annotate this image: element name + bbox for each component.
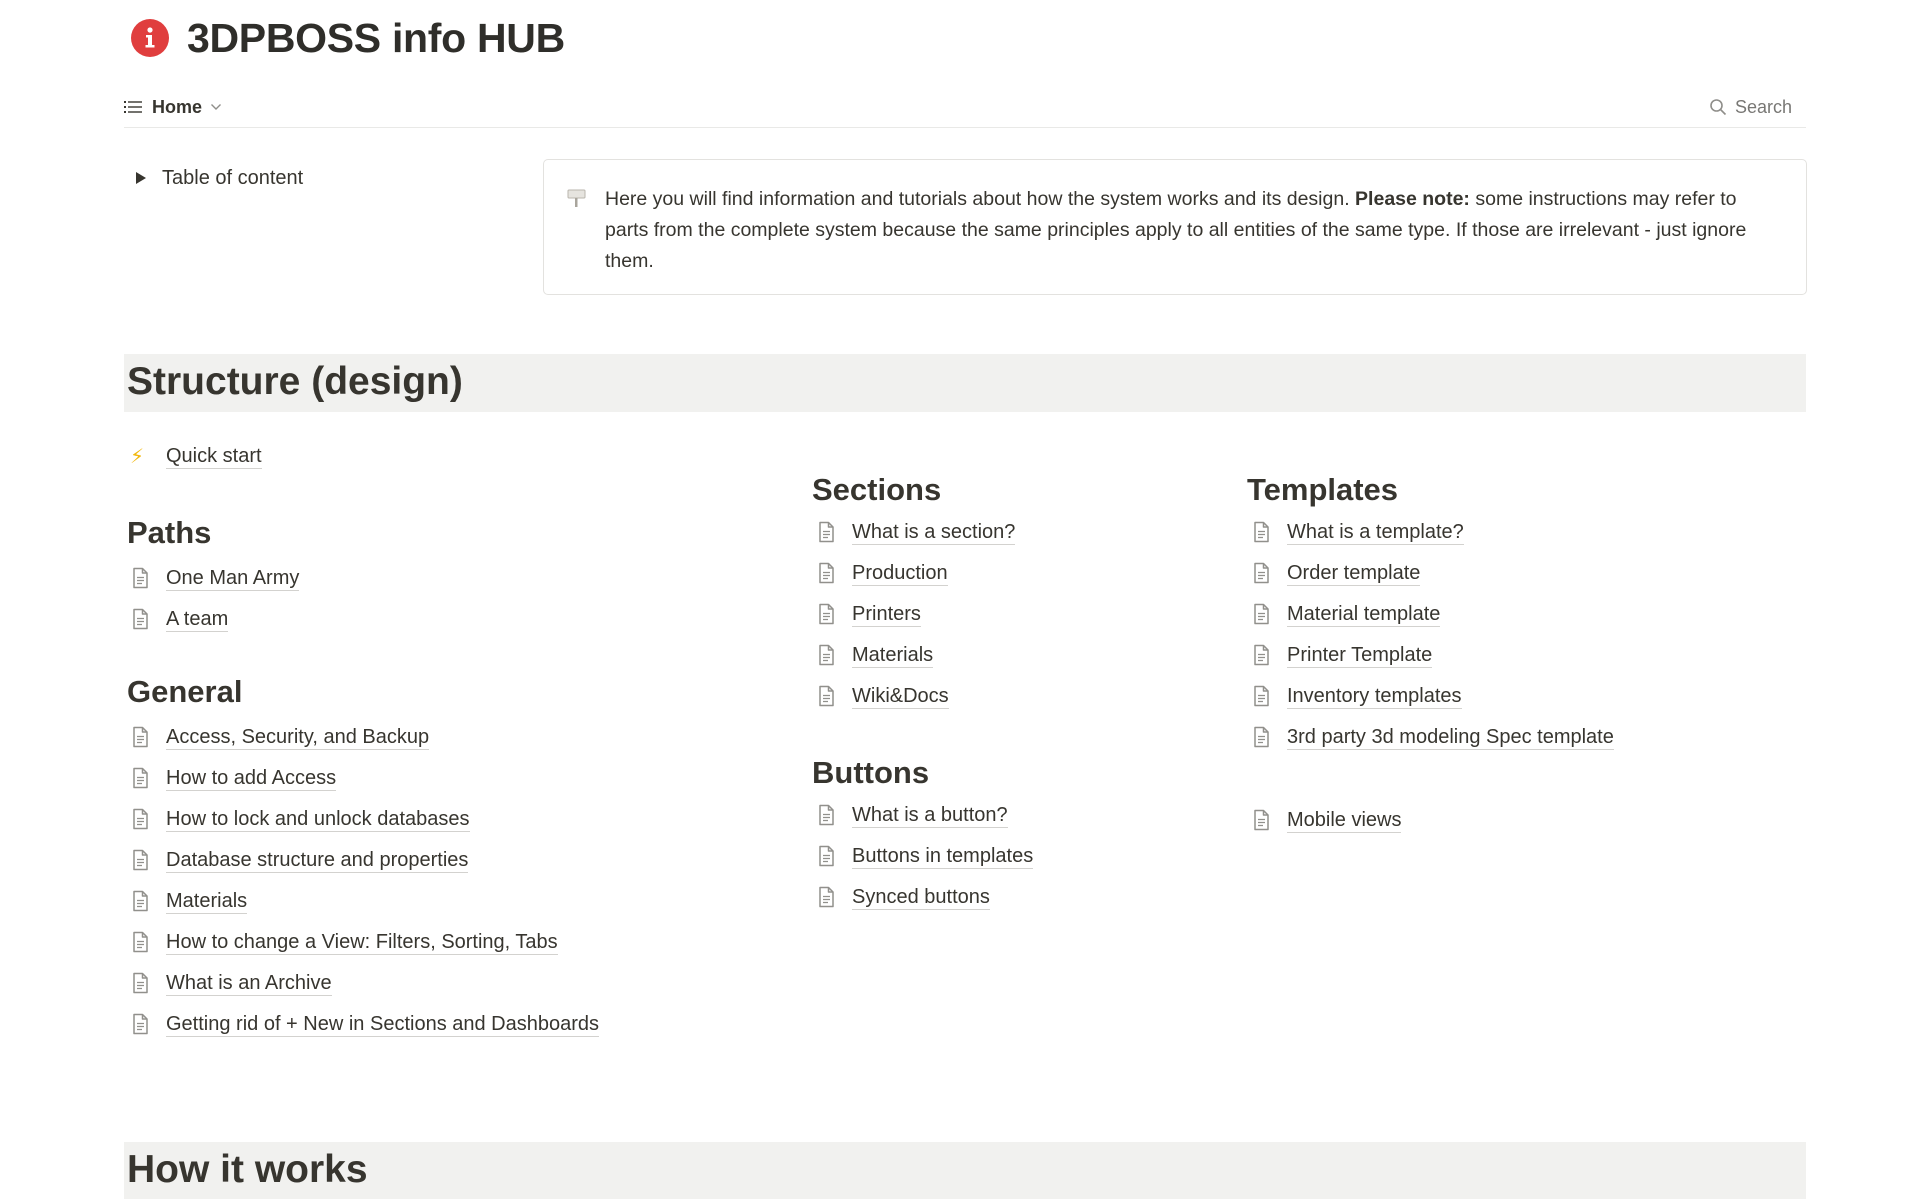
page-link-label: How to change a View: Filters, Sorting, Tabs [166,930,558,953]
table-of-content-toggle[interactable] [132,164,303,192]
page-link[interactable] [816,599,921,629]
home-view-label: Home [152,96,203,117]
page-link[interactable] [130,722,429,752]
pushpin-icon [566,187,588,209]
document-icon [130,890,150,912]
lightning-bolt-icon: ⚡ [130,445,145,468]
document-icon [1251,562,1271,584]
document-icon [816,804,836,826]
document-icon [816,562,836,584]
page-link[interactable] [816,558,948,588]
page-link[interactable] [130,845,468,875]
chevron-down-icon[interactable] [210,103,222,111]
document-icon [130,849,150,871]
page-link[interactable] [130,1009,599,1039]
home-view-tab[interactable] [124,92,222,122]
structure-heading-block [124,354,1806,412]
page-link-label: Materials [166,889,248,912]
page-link-label: 3rd party 3d modeling Spec template [1287,725,1614,748]
document-icon [816,886,836,908]
search-button[interactable] [1709,92,1792,122]
page-title: 3DPBOSS info HUB [187,14,565,61]
page-link-label: One Man Army [166,566,300,589]
callout-text-rest: some instructions may refer to parts from the complete system because the same principles apply to all entities of the same type. If those are irrelevant - just ignore them. [605,188,1747,272]
how-it-works-heading-block [124,1142,1806,1199]
page-link[interactable] [130,604,228,634]
page-link[interactable] [130,927,558,957]
callout-text [605,184,1785,277]
page-link[interactable] [1251,640,1432,670]
page-link-label: How to lock and unlock databases [166,807,470,830]
page-link-label: Database structure and properties [166,848,469,871]
page-title-block [131,10,565,66]
page-link[interactable] [130,968,332,998]
page-link[interactable] [130,763,336,793]
document-icon [130,1013,150,1035]
page-link-label: Order template [1287,561,1421,584]
page-link-label: What is a section? [852,520,1016,543]
page-link-label: What is a button? [852,803,1008,826]
page-link[interactable] [816,640,933,670]
paths-heading: Paths [127,515,212,550]
search-icon [1709,98,1727,116]
callout-text-intro: Here you will find information and tutorials about how the system works and its design. [605,188,1356,210]
document-icon [130,931,150,953]
page-link[interactable] [130,886,247,916]
page-link[interactable] [816,517,1015,547]
document-icon [816,521,836,543]
how-it-works-heading: How it works [127,1148,368,1191]
info-circle-icon[interactable] [131,19,169,57]
mobile-views-link[interactable] [1251,805,1401,835]
page-link-label: Getting rid of + New in Sections and Dashboards [166,1012,600,1035]
page-link-label: What is an Archive [166,971,332,994]
document-icon [1251,809,1271,831]
page-link-label: Material template [1287,602,1441,625]
quick-start-link[interactable] [130,441,262,471]
callout-text-bold: Please note: [1355,188,1470,210]
document-icon [1251,685,1271,707]
document-icon [816,644,836,666]
table-of-content-label: Table of content [162,166,304,189]
page-link[interactable] [1251,722,1614,752]
document-icon [1251,644,1271,666]
page-link-label: Production [852,561,948,584]
sections-heading: Sections [812,472,942,507]
page-link-label: Buttons in templates [852,844,1034,867]
page-link-label: Printer Template [1287,643,1433,666]
page-link[interactable] [1251,558,1420,588]
buttons-heading: Buttons [812,755,930,790]
document-icon [1251,521,1271,543]
document-icon [130,567,150,589]
view-bar [124,86,1806,128]
document-icon [130,808,150,830]
mobile-views-label: Mobile views [1287,808,1402,831]
page-link[interactable] [1251,517,1464,547]
document-icon [816,685,836,707]
document-icon [130,726,150,748]
structure-heading: Structure (design) [127,360,463,403]
page-link-label: Materials [852,643,934,666]
page-link-label: Inventory templates [1287,684,1462,707]
page-link[interactable] [816,681,949,711]
page-link-label: How to add Access [166,766,337,789]
page-link[interactable] [816,882,990,912]
document-icon [130,767,150,789]
page-link[interactable] [130,804,470,834]
page-link[interactable] [816,841,1033,871]
page-link[interactable] [130,563,299,593]
page-link[interactable] [1251,599,1440,629]
triangle-right-icon[interactable] [136,172,146,184]
page-link-label: Wiki&Docs [852,684,949,707]
page-link-label: Printers [852,602,921,625]
page-link-label: A team [166,607,229,630]
document-icon [130,608,150,630]
document-icon [816,603,836,625]
document-icon [1251,603,1271,625]
document-icon [816,845,836,867]
info-callout [543,159,1807,295]
templates-heading: Templates [1247,472,1399,507]
document-icon [130,972,150,994]
list-icon [124,100,142,114]
page-link[interactable] [1251,681,1462,711]
document-icon [1251,726,1271,748]
page-link-label: What is a template? [1287,520,1464,543]
quick-start-label: Quick start [166,444,262,467]
search-label: Search [1734,96,1792,117]
page-link-label: Access, Security, and Backup [166,725,430,748]
page-link-label: Synced buttons [852,885,990,908]
general-heading: General [127,674,243,709]
page-link[interactable] [816,800,1008,830]
